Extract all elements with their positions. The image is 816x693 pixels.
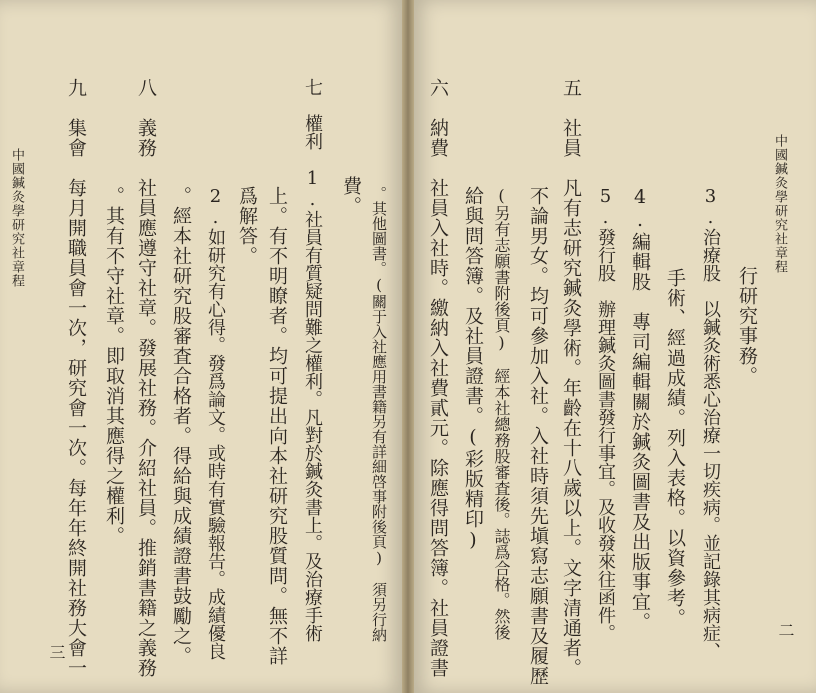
right-col-1: 行研究事務。 [736, 266, 758, 386]
right-page-header-title: 中國鍼灸學研究社章程 [772, 134, 787, 274]
right-col-4: 4.編輯股 專司編輯關於鍼灸圖書及出版事宜。 [629, 186, 651, 632]
right-col-6: 五 社員 凡有志研究鍼灸學術。年齡在十八歲以上。文字清通者。 [560, 78, 582, 678]
left-col-3: 七 權利 1.社員有質疑問難之權利。凡對於鍼灸書上。及治療手術 [302, 78, 323, 642]
right-page-number: 二 [776, 622, 795, 639]
left-col-10: 九 集會 每月開職員會一次，研究會一次。每年年終開社務大會一 [65, 78, 87, 678]
book-spine [402, 0, 414, 693]
left-col-1: 。其他圖書。(關于入社應用書籍另有詳細啓事附後頁) 須另行納 [370, 186, 388, 642]
left-col-8: 八 義務 社員應遵守社章。發展社務。介紹社員。推銷書籍之義務 [135, 78, 157, 678]
left-page-number: 三 [47, 644, 66, 661]
right-col-7: 不論男女。均可參加入社。入社時須先塡寫志願書及履歷 [527, 186, 549, 686]
left-col-7: 。經本社研究股審査合格者。得給與成績證書鼓勵之。 [170, 186, 192, 666]
left-page [0, 0, 404, 693]
left-col-9: 。其有不守社章。即取消其應得之權利。 [103, 186, 125, 546]
right-col-9: 給與問答簿。及社員證書。(彩版精印) [462, 186, 484, 552]
right-col-5: 5.發行股 辦理鍼灸圖書發行事宜。及收發來往函件。 [595, 186, 616, 642]
right-col-10: 六 納費 社員入社時。繳納入社費貳元。除應得問答簿。社員證書 [427, 78, 449, 678]
right-col-8: (另有志願書附後頁) 經本社總務股審査後。誌爲合格。然後 [492, 186, 511, 640]
left-col-2: 費。 [340, 176, 362, 216]
left-col-5: 爲解答。 [236, 186, 258, 266]
left-col-4: 上。有不明瞭者。均可提出向本社研究股質問。無不詳 [266, 186, 288, 666]
right-col-3: 手術、經過成績。列入表格。以資參考。 [664, 268, 686, 628]
right-col-2: 3.治療股 以鍼灸術悉心治療一切疾病。並記錄其病症、 [700, 186, 721, 660]
left-page-header-title: 中國鍼灸學研究社章程 [9, 148, 24, 288]
left-col-6: 2.如研究有心得。發爲論文。或時有實驗報告。成績優良 [205, 186, 226, 660]
